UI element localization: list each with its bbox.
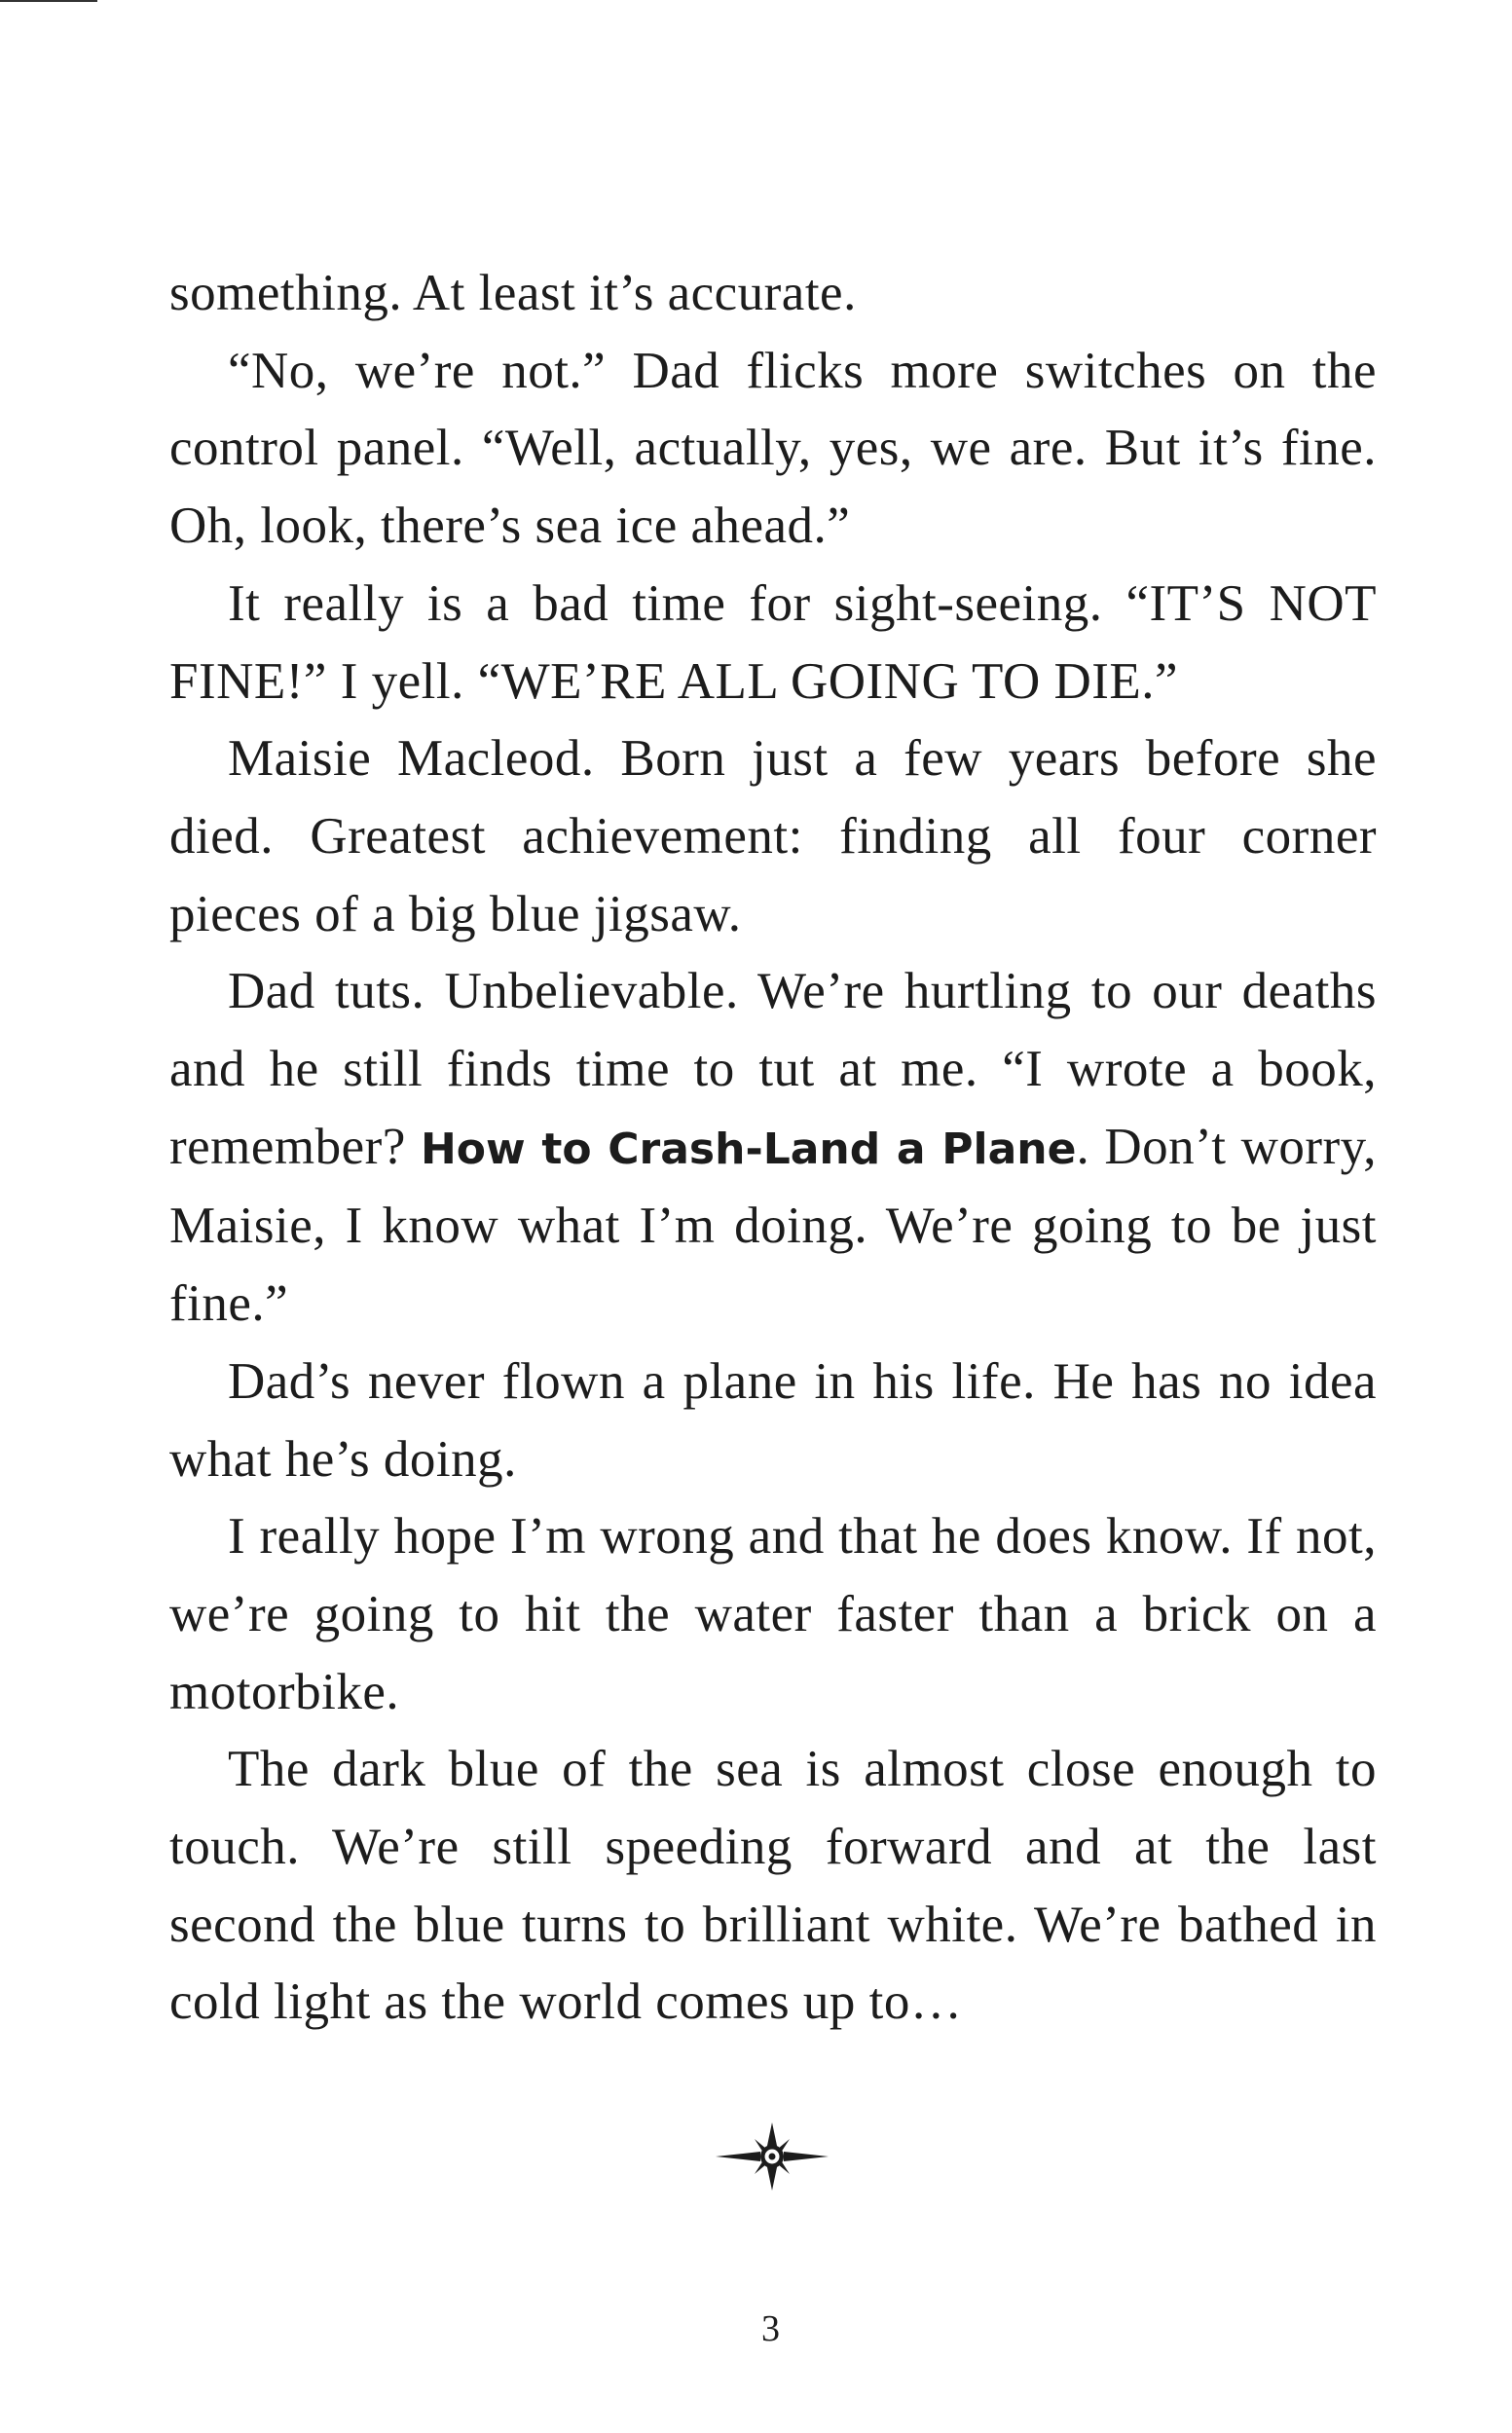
- page-number: 3: [761, 2308, 780, 2349]
- paragraph: something. At least it’s accurate.: [169, 265, 857, 321]
- paragraph-text: Dad tuts. Unbelievable. We’re hurtling to our deaths and he still finds time to tut at me. “I wrote a book, remember?: [169, 963, 1377, 1175]
- paragraph: Dad’s never flown a plane in his life. He has no idea what he’s doing.: [169, 1352, 1377, 1488]
- top-edge-rule: [0, 0, 97, 2]
- paragraph: I really hope I’m wrong and that he does know. If not, we’re going to hit the water faster than a brick on a motorbike.: [169, 1508, 1377, 1720]
- book-title: How to Crash-Land a Plane: [420, 1124, 1077, 1174]
- paragraph: The dark blue of the sea is almost close enough to touch. We’re still speeding forward and at the last second the blue turns to brilliant white. We’re bathed in cold light as the world comes up to…: [169, 1741, 1377, 2031]
- paragraph: “No, we’re not.” Dad flicks more switches on the control panel. “Well, actually, yes, we are. But it’s fine. Oh, look, there’s sea ice ahead.”: [169, 342, 1377, 555]
- paragraph: Maisie Macleod. Born just a few years before she died. Greatest achievement: finding all four corner pieces of a big blue jigsaw.: [169, 730, 1377, 942]
- compass-star-icon: [716, 2122, 829, 2191]
- page-body: [169, 255, 1377, 2042]
- paragraph-text: . Don’t worry, Maisie, I know what I’m doing. We’re going to be just fine.”: [169, 1118, 1377, 1333]
- paragraph: [169, 953, 1377, 1344]
- paragraph: It really is a bad time for sight-seeing. “IT’S NOT FINE!” I yell. “WE’RE ALL GOING TO DIE.”: [169, 574, 1377, 710]
